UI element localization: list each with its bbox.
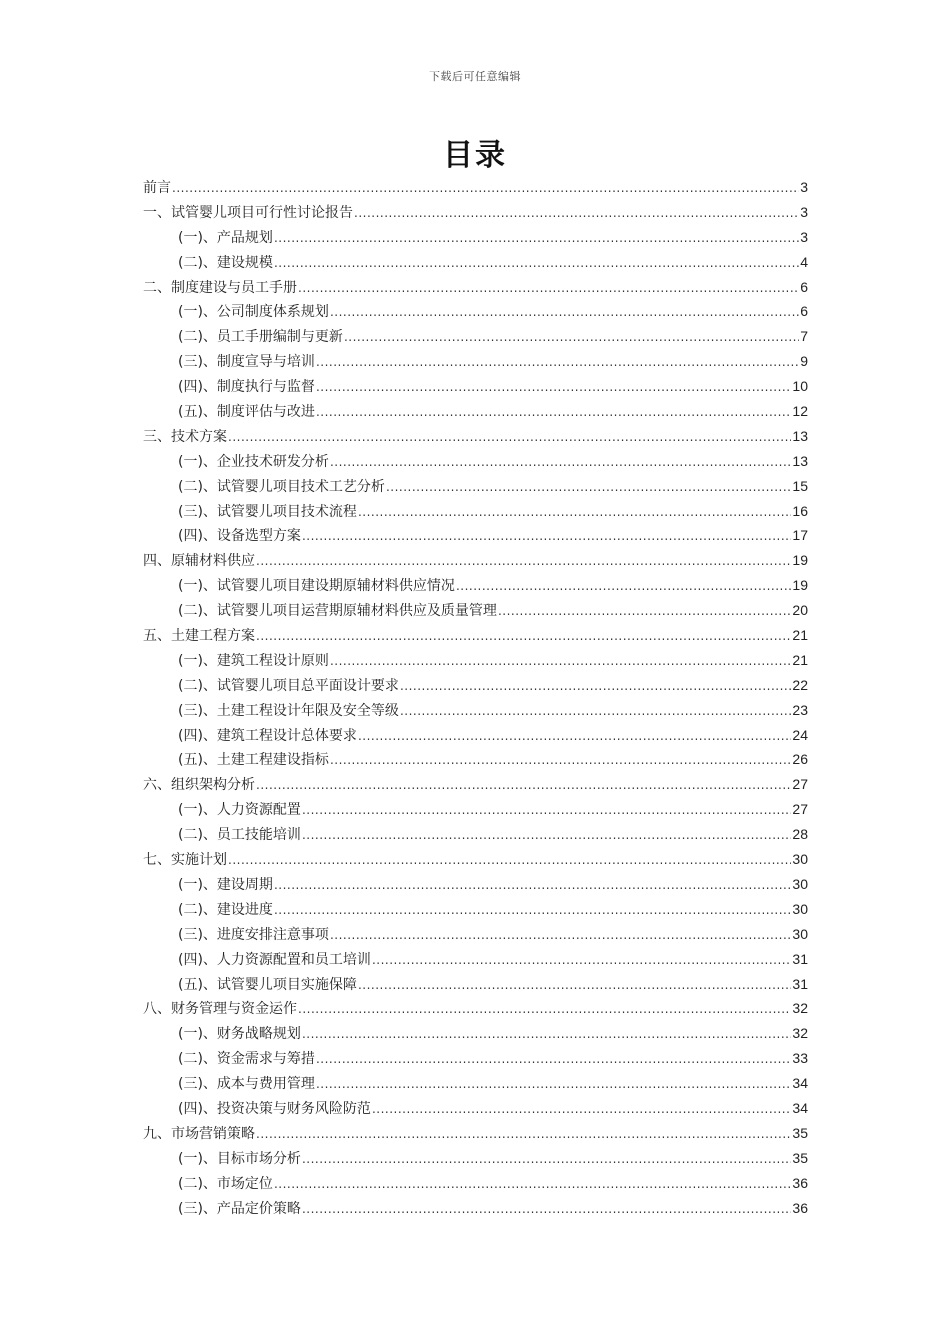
toc-dot-leader [302,798,791,823]
toc-entry-page-number: 34 [792,1075,808,1092]
toc-entry-label: 二、制度建设与员工手册 [143,279,297,296]
toc-dot-leader [498,599,791,624]
toc-dot-leader [172,176,799,201]
toc-dot-leader [302,1197,791,1222]
toc-entry[interactable] [143,523,808,548]
toc-entry[interactable] [143,324,808,349]
toc-entry[interactable] [143,847,808,872]
toc-dot-leader [256,773,791,798]
toc-entry-label: (五)、试管婴儿项目实施保障 [178,976,357,993]
toc-entry-label: (三)、成本与费用管理 [178,1076,315,1093]
toc-dot-leader [298,997,791,1022]
toc-entry-page-number: 36 [792,1174,808,1191]
toc-entry-label: 八、财务管理与资金运作 [143,1001,297,1018]
toc-entry[interactable] [143,648,808,673]
toc-entry[interactable] [143,623,808,648]
toc-entry[interactable] [143,797,808,822]
toc-entry-label: 四、原辅材料供应 [143,553,255,570]
toc-entry-page-number: 7 [800,328,808,345]
toc-entry-label: (一)、财务战略规划 [178,1026,301,1043]
toc-entry-page-number: 35 [792,1124,808,1141]
toc-entry-page-number: 21 [792,627,808,644]
toc-entry-page-number: 17 [792,527,808,544]
toc-entry-label: 五、土建工程方案 [143,628,255,645]
toc-entry-page-number: 36 [792,1199,808,1216]
toc-dot-leader [330,300,799,325]
toc-entry[interactable] [143,250,808,275]
toc-entry-label: 六、组织架构分析 [143,777,255,794]
toc-entry[interactable] [143,548,808,573]
toc-entry[interactable] [143,349,808,374]
toc-dot-leader [274,1172,791,1197]
toc-entry-page-number: 9 [800,353,808,370]
toc-entry[interactable] [143,275,808,300]
toc-entry-label: (一)、目标市场分析 [178,1150,301,1167]
toc-entry[interactable] [143,1071,808,1096]
toc-entry[interactable] [143,1046,808,1071]
toc-entry[interactable] [143,1021,808,1046]
toc-entry-label: (四)、投资决策与财务风险防范 [178,1100,371,1117]
toc-entry-label: (四)、人力资源配置和员工培训 [178,951,371,968]
toc-dot-leader [302,524,791,549]
toc-entry[interactable] [143,499,808,524]
toc-dot-leader [358,724,791,749]
toc-entry-page-number: 13 [792,452,808,469]
toc-dot-leader [274,898,791,923]
toc-entry-label: (一)、产品规划 [178,229,273,246]
toc-dot-leader [228,848,791,873]
toc-entry[interactable] [143,947,808,972]
toc-entry-page-number: 22 [792,676,808,693]
toc-dot-leader [274,873,791,898]
toc-dot-leader [302,823,791,848]
toc-entry-label: (四)、制度执行与监督 [178,379,315,396]
toc-entry[interactable] [143,723,808,748]
toc-dot-leader [228,425,791,450]
toc-entry-label: (二)、试管婴儿项目运营期原辅材料供应及质量管理 [178,603,497,620]
toc-entry-label: 三、技术方案 [143,428,227,445]
toc-dot-leader [256,1122,791,1147]
toc-entry-page-number: 6 [800,303,808,320]
toc-entry-label: 前言 [143,180,171,196]
toc-entry[interactable] [143,922,808,947]
toc-dot-leader [274,226,799,251]
page-title: 目录 [443,138,507,173]
toc-entry[interactable] [143,996,808,1021]
toc-entry-label: (一)、企业技术研发分析 [178,453,329,470]
toc-entry-page-number: 33 [792,1050,808,1067]
toc-entry-page-number: 19 [792,577,808,594]
toc-entry-page-number: 3 [800,203,808,220]
toc-entry-label: 七、实施计划 [143,852,227,869]
toc-entry-page-number: 27 [792,801,808,818]
toc-dot-leader [302,1022,791,1047]
toc-entry-label: (三)、土建工程设计年限及安全等级 [178,702,399,719]
toc-entry-page-number: 21 [792,651,808,668]
toc-entry[interactable] [143,474,808,499]
toc-dot-leader [316,1047,791,1072]
toc-entry[interactable] [143,1146,808,1171]
toc-entry[interactable] [143,698,808,723]
toc-entry-label: (一)、建设周期 [178,876,273,893]
toc-dot-leader [372,948,791,973]
toc-entry[interactable] [143,573,808,598]
toc-entry-page-number: 31 [792,975,808,992]
toc-entry-page-number: 34 [792,1099,808,1116]
toc-entry-label: (二)、建设进度 [178,901,273,918]
toc-entry-page-number: 4 [800,253,808,270]
toc-dot-leader [330,923,791,948]
toc-entry[interactable] [143,822,808,847]
toc-entry-label: (三)、产品定价策略 [178,1200,301,1217]
toc-entry[interactable] [143,897,808,922]
toc-entry[interactable] [143,1096,808,1121]
toc-dot-leader [316,1072,791,1097]
toc-entry-page-number: 28 [792,826,808,843]
toc-dot-leader [316,400,791,425]
toc-entry[interactable] [143,772,808,797]
toc-entry-label: (二)、员工技能培训 [178,827,301,844]
toc-entry[interactable] [143,374,808,399]
toc-entry-label: (四)、设备选型方案 [178,528,301,545]
toc-entry-page-number: 6 [800,278,808,295]
toc-entry-label: (三)、制度宣导与培训 [178,354,315,371]
toc-entry-page-number: 13 [792,427,808,444]
toc-dot-leader [330,649,791,674]
toc-dot-leader [274,251,799,276]
toc-entry[interactable] [143,1171,808,1196]
toc-entry-page-number: 3 [800,228,808,245]
toc-entry-label: (二)、试管婴儿项目技术工艺分析 [178,478,385,495]
toc-entry-page-number: 30 [792,900,808,917]
toc-entry-page-number: 23 [792,701,808,718]
toc-entry-label: (四)、建筑工程设计总体要求 [178,727,357,744]
toc-entry-label: 九、市场营销策略 [143,1125,255,1142]
toc-entry[interactable] [143,1121,808,1146]
toc-entry-label: 一、试管婴儿项目可行性讨论报告 [143,204,353,221]
toc-dot-leader [330,450,791,475]
toc-entry-label: (二)、资金需求与筹措 [178,1051,315,1068]
toc-dot-leader [400,674,791,699]
toc-entry-page-number: 32 [792,1000,808,1017]
toc-entry-label: (二)、试管婴儿项目总平面设计要求 [178,677,399,694]
toc-entry-label: (二)、市场定位 [178,1175,273,1192]
toc-dot-leader [372,1097,791,1122]
toc-entry-label: (一)、公司制度体系规划 [178,304,329,321]
page-header-note: 下载后可任意编辑 [429,70,521,83]
toc-entry-page-number: 30 [792,851,808,868]
toc-dot-leader [256,624,791,649]
toc-dot-leader [316,375,791,400]
toc-entry[interactable] [143,673,808,698]
toc-entry[interactable] [143,747,808,772]
toc-entry[interactable] [143,299,808,324]
toc-dot-leader [354,201,799,226]
toc-entry[interactable] [143,872,808,897]
toc-entry-page-number: 10 [792,378,808,395]
toc-entry-page-number: 19 [792,552,808,569]
toc-entry-page-number: 27 [792,776,808,793]
toc-entry[interactable] [143,424,808,449]
toc-dot-leader [456,574,791,599]
toc-dot-leader [330,748,791,773]
toc-entry-page-number: 30 [792,925,808,942]
toc-entry-page-number: 15 [792,477,808,494]
toc-entry-label: (三)、试管婴儿项目技术流程 [178,503,357,520]
toc-entry[interactable] [143,175,808,200]
toc-entry-label: (一)、建筑工程设计原则 [178,652,329,669]
toc-dot-leader [344,325,799,350]
toc-entry[interactable] [143,399,808,424]
toc-entry-page-number: 16 [792,502,808,519]
toc-entry-label: (二)、建设规模 [178,254,273,271]
toc-entry-label: (一)、试管婴儿项目建设期原辅材料供应情况 [178,578,455,595]
toc-entry[interactable] [143,1196,808,1221]
toc-entry-label: (五)、制度评估与改进 [178,404,315,421]
toc-entry-page-number: 20 [792,602,808,619]
toc-entry[interactable] [143,598,808,623]
toc-dot-leader [316,350,799,375]
toc-dot-leader [298,276,799,301]
toc-entry-page-number: 12 [792,403,808,420]
toc-entry-page-number: 32 [792,1025,808,1042]
toc-entry-label: (一)、人力资源配置 [178,802,301,819]
toc-entry-page-number: 26 [792,751,808,768]
toc-dot-leader [386,475,791,500]
toc-dot-leader [302,1147,791,1172]
toc-entry-page-number: 30 [792,875,808,892]
toc-entry-label: (五)、土建工程建设指标 [178,752,329,769]
toc-dot-leader [256,549,791,574]
toc-entry[interactable] [143,449,808,474]
toc-entry[interactable] [143,972,808,997]
toc-entry-label: (三)、进度安排注意事项 [178,926,329,943]
toc-dot-leader [358,973,791,998]
toc-entry-label: (二)、员工手册编制与更新 [178,329,343,346]
toc-entry-page-number: 3 [800,179,808,195]
toc-entry[interactable] [143,200,808,225]
toc-entry-page-number: 24 [792,726,808,743]
table-of-contents [143,175,808,1220]
toc-entry[interactable] [143,225,808,250]
toc-entry-page-number: 35 [792,1149,808,1166]
toc-dot-leader [400,699,791,724]
toc-dot-leader [358,500,791,525]
toc-entry-page-number: 31 [792,950,808,967]
